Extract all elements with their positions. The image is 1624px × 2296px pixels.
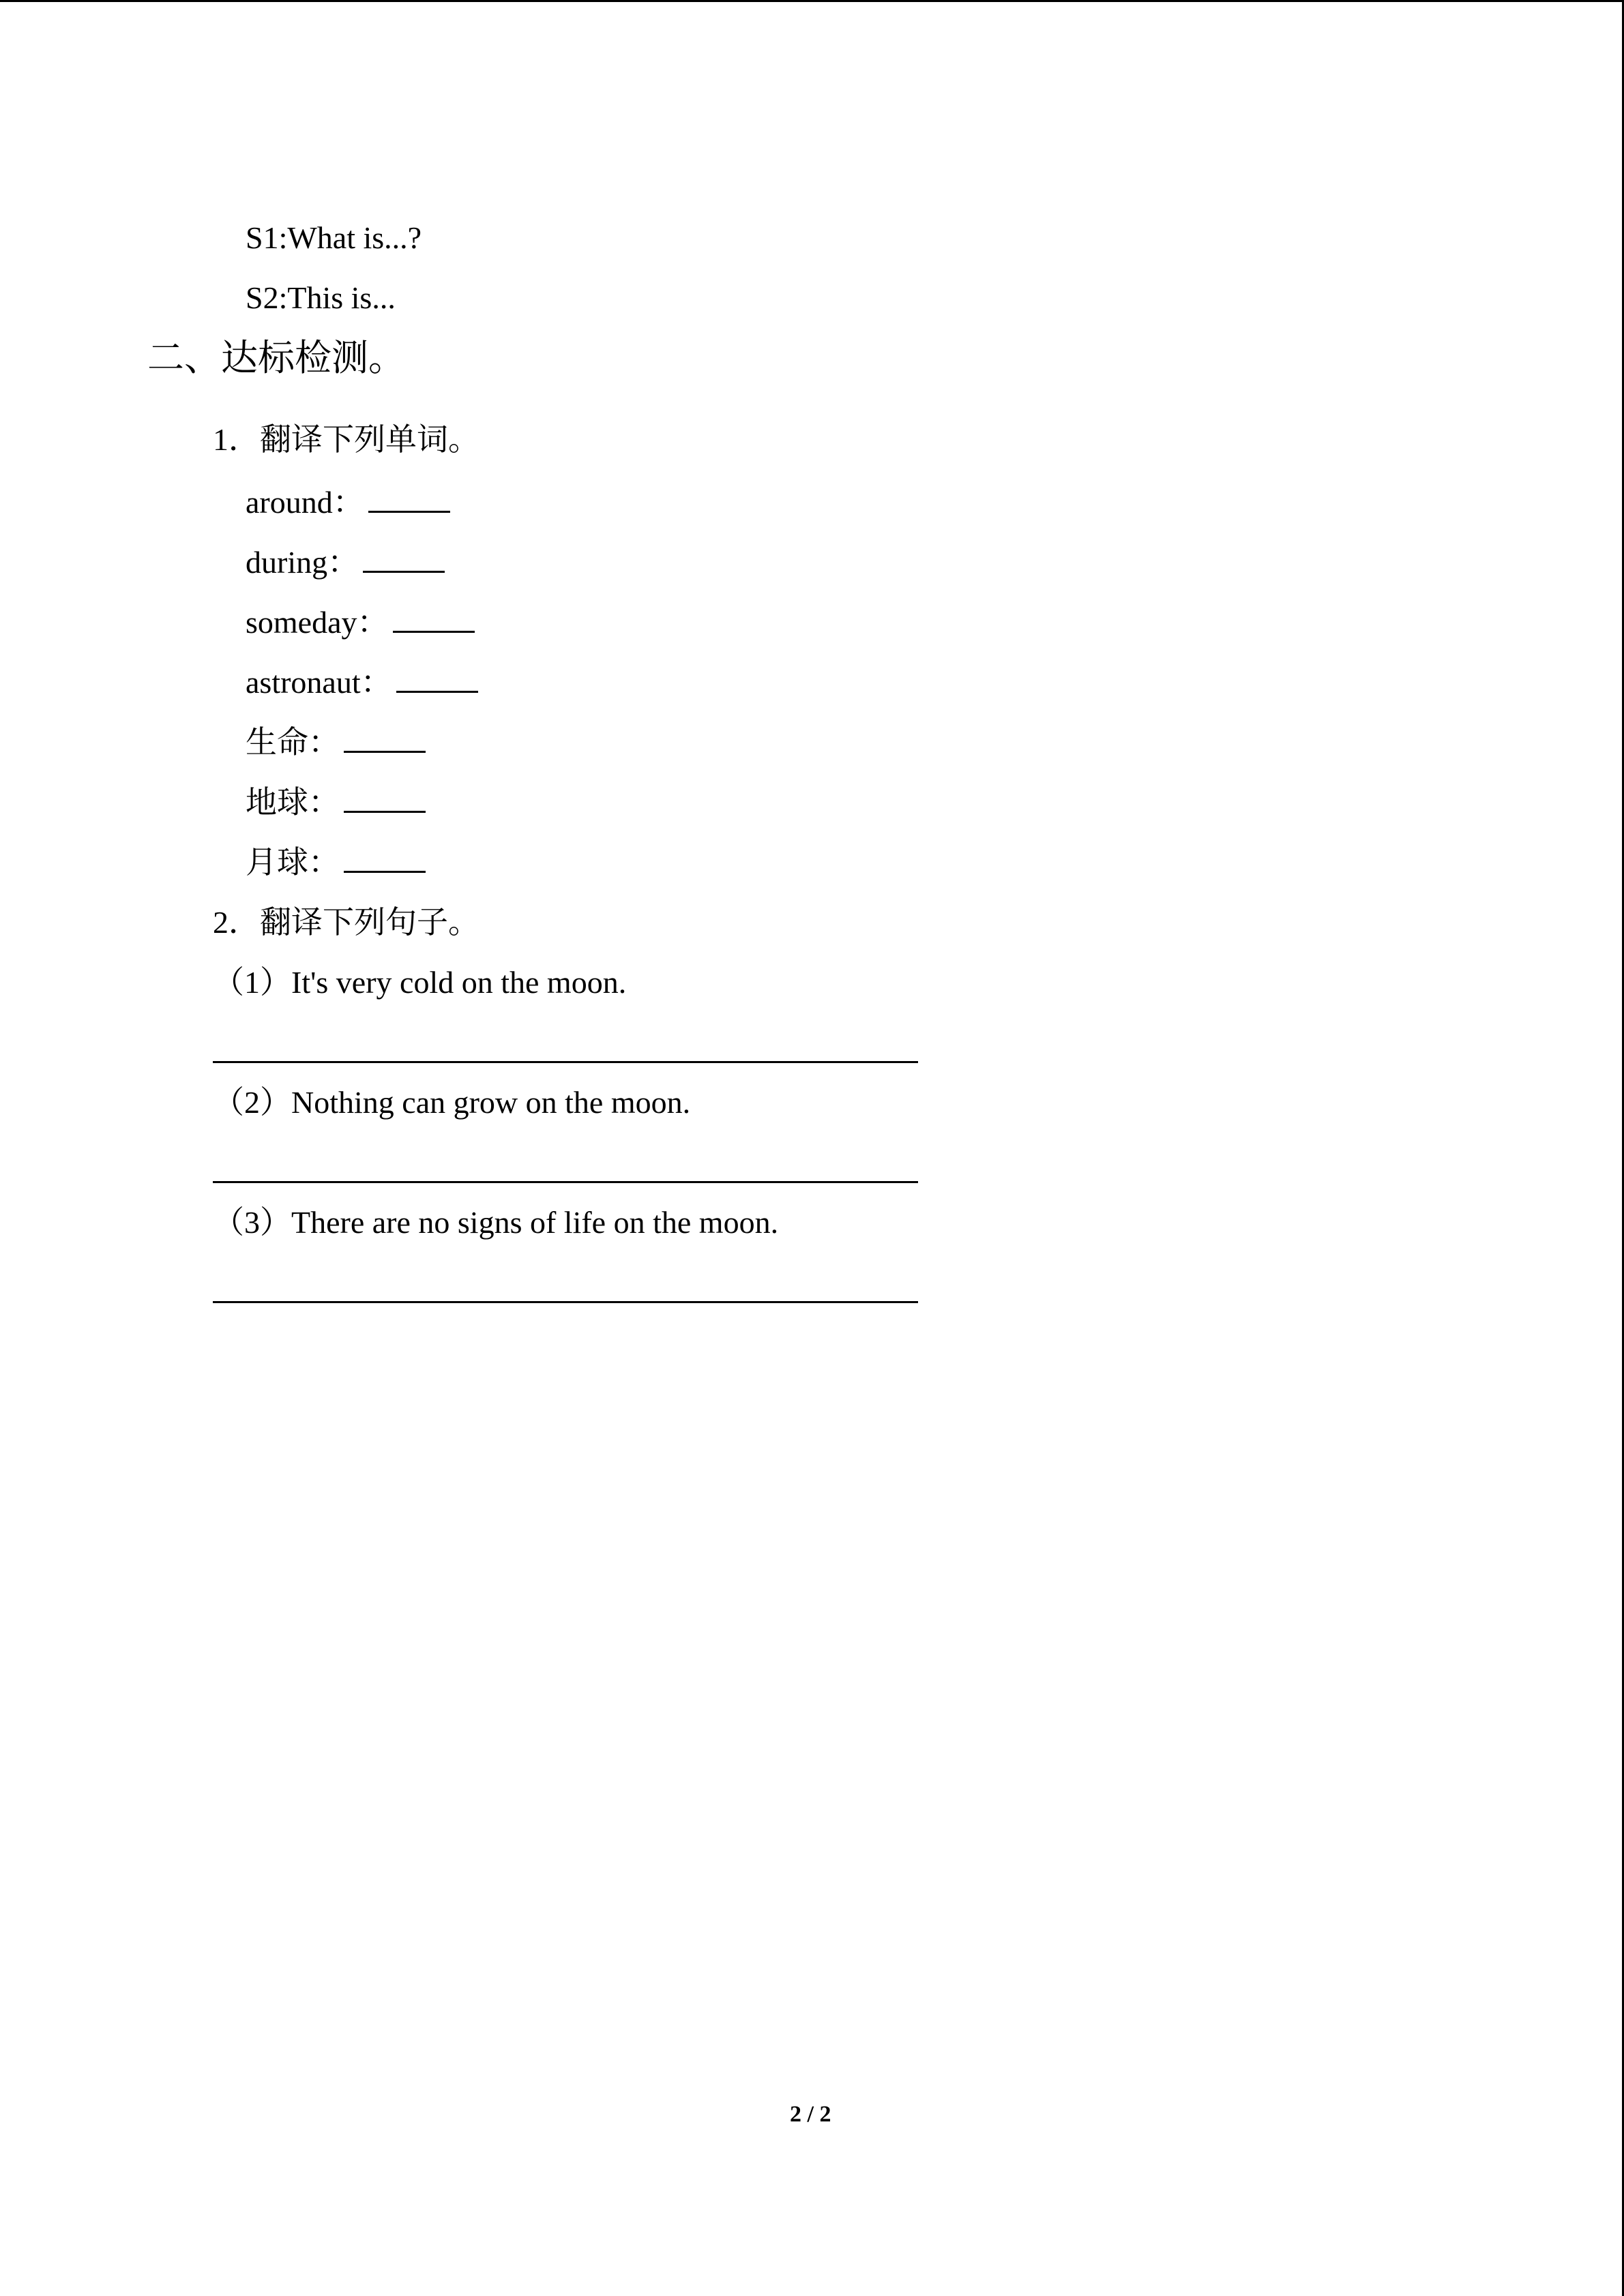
word-item-around xyxy=(246,487,450,518)
sentence-3: （3）There are no signs of life on the moon. xyxy=(213,1205,779,1240)
word-label: during： xyxy=(246,545,359,580)
page-border-top xyxy=(0,0,1624,2)
word-label: 生命： xyxy=(246,725,340,760)
part1-title: 1．翻译下列单词。 xyxy=(213,422,479,457)
word-label: 月球： xyxy=(246,845,340,880)
word-label: astronaut： xyxy=(246,665,392,700)
word-label: 地球： xyxy=(246,785,340,820)
answer-blank[interactable] xyxy=(363,548,445,573)
answer-blank[interactable] xyxy=(344,848,426,873)
word-item-someday xyxy=(246,607,475,638)
answer-line-3[interactable] xyxy=(213,1301,918,1303)
word-item-astronaut xyxy=(246,667,478,698)
page-number: 2 / 2 xyxy=(790,2102,831,2127)
part2-title: 2．翻译下列句子。 xyxy=(213,905,479,940)
sentence-2: （2）Nothing can grow on the moon. xyxy=(213,1085,691,1120)
answer-blank[interactable] xyxy=(344,728,426,753)
sentence-1: （1）It's very cold on the moon. xyxy=(213,965,627,1000)
section-heading: 二、达标检测。 xyxy=(147,338,405,378)
answer-blank[interactable] xyxy=(393,608,475,633)
answer-line-2[interactable] xyxy=(213,1181,918,1183)
dialogue-line-s1: S1:What is...? xyxy=(246,220,422,255)
word-item-during xyxy=(246,547,445,578)
answer-blank[interactable] xyxy=(368,488,450,513)
answer-blank[interactable] xyxy=(344,788,426,813)
word-label: around： xyxy=(246,485,364,520)
answer-line-1[interactable] xyxy=(213,1061,918,1063)
word-item-earth xyxy=(246,787,426,818)
word-label: someday： xyxy=(246,605,389,640)
dialogue-line-s2: S2:This is... xyxy=(246,280,396,315)
word-item-life xyxy=(246,727,426,758)
answer-blank[interactable] xyxy=(396,668,478,693)
word-item-moon xyxy=(246,847,426,878)
